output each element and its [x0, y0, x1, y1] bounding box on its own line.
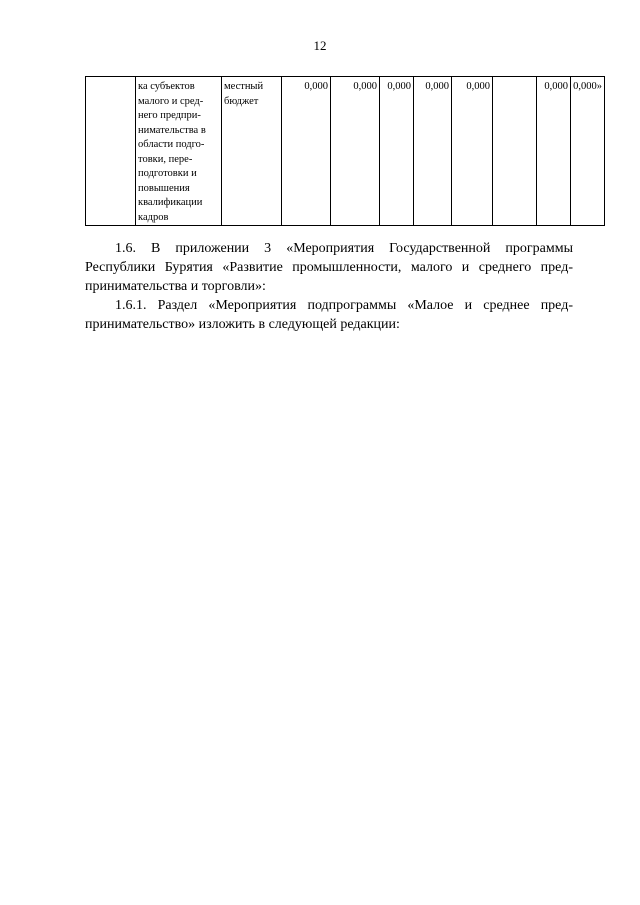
value-cell: [493, 77, 537, 226]
measure-name-line: квалификации: [138, 197, 203, 208]
paragraph-line: 1.6.1. Раздел «Мероприятия подпрограммы «Малое и среднее пред-: [115, 298, 573, 313]
funding-source-cell: [222, 77, 282, 226]
paragraph-line: принимательство» изложить в следующей редакции:: [85, 317, 400, 332]
page-number: 12: [313, 38, 327, 53]
measure-name-line: подготовки и: [138, 168, 197, 179]
continued-table: [85, 76, 605, 226]
paragraph-appendix-3: [85, 239, 573, 296]
value-cell: 0,000: [380, 77, 414, 226]
value-cell: 0,000»: [571, 77, 605, 226]
measure-name-line: области подго-: [138, 139, 205, 150]
number-cell: [86, 77, 136, 226]
funding-source-line: местный: [224, 81, 264, 92]
value-cell: 0,000: [414, 77, 452, 226]
value-cell: 0,000: [331, 77, 380, 226]
measure-name-line: него предпри-: [138, 110, 201, 121]
measure-name-line: ка субъектов: [138, 81, 195, 92]
paragraph-line: Республики Бурятия «Развитие промышленности, малого и среднего пред-: [85, 260, 573, 275]
value-cell: 0,000: [452, 77, 493, 226]
table-row: [86, 77, 605, 226]
value-cell: 0,000: [282, 77, 331, 226]
measure-name-line: товки, пере-: [138, 153, 193, 165]
value-cell: 0,000: [537, 77, 571, 226]
measure-name-line: кадров: [138, 211, 169, 223]
paragraph-section-1-6-1: [85, 296, 573, 334]
measure-name-line: малого и сред-: [138, 95, 204, 107]
funding-source-line: бюджет: [224, 95, 259, 107]
paragraph-line: принимательства и торговли»:: [85, 279, 266, 294]
measure-name-line: повышения: [138, 182, 190, 194]
measure-name-cell: [136, 77, 222, 226]
measure-name-line: нимательства в: [138, 124, 206, 136]
paragraph-line: 1.6. В приложении 3 «Мероприятия Государственной программы: [115, 241, 573, 256]
